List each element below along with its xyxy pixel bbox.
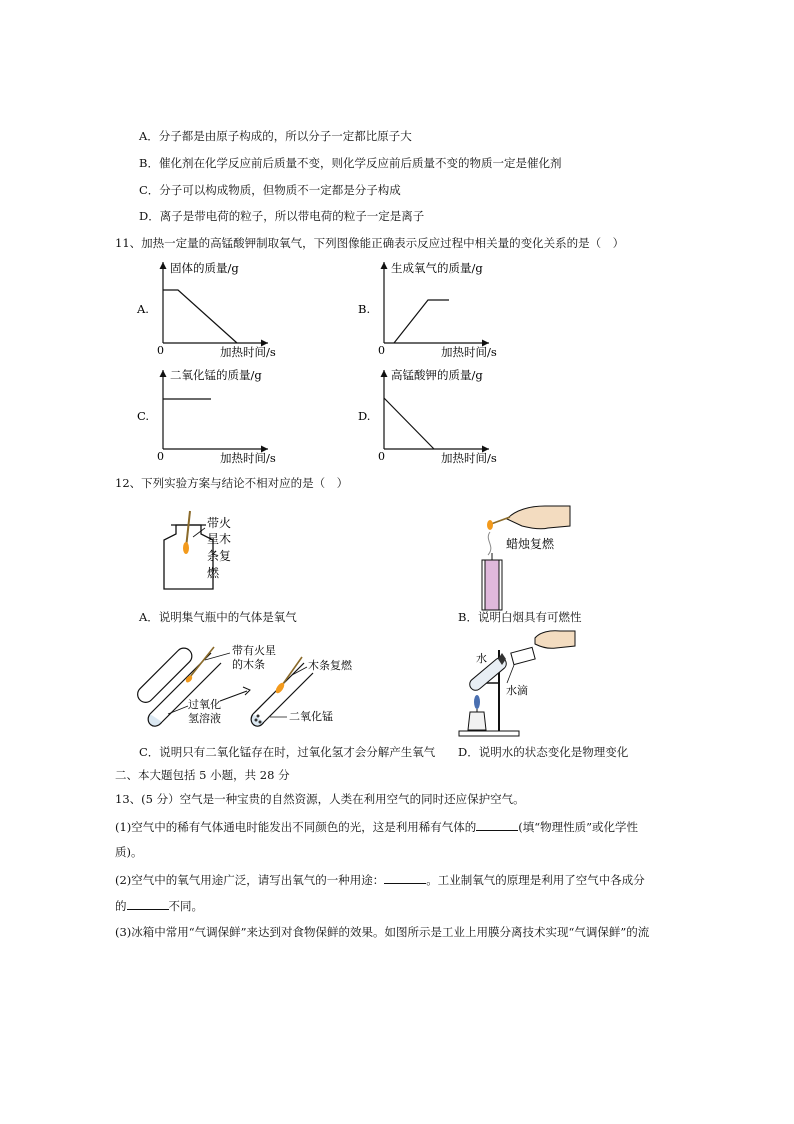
fig-d-heating-apparatus (459, 631, 575, 736)
q12-option-b: B．说明白烟具有可燃性 (458, 610, 582, 624)
hand-icon (507, 506, 570, 529)
graph-b-origin: 0 (378, 344, 385, 357)
graph-c-xlabel: 加热时间/s (220, 451, 276, 465)
q12-option-d: D．说明水的状态变化是物理变化 (458, 745, 629, 759)
q13-stem: 13、(5 分）空气是一种宝贵的自然资源，人类在利用空气的同时还应保护空气。 (115, 792, 525, 806)
graph-d (358, 368, 497, 465)
q13-part2-text-b: 。工业制氧气的原理是利用了空气中各成分 (426, 873, 645, 887)
fig-a-gas-jar (164, 511, 231, 589)
graph-a-origin: 0 (157, 344, 164, 357)
fig-c-label-splint-2: 的木条 (232, 658, 265, 671)
graph-d-ylabel: 高锰酸钾的质量/g (391, 368, 483, 382)
q13-part2-text-c: 的 (115, 899, 127, 913)
q13-part1-line1 (115, 819, 638, 834)
graph-a-label: A. (137, 302, 149, 316)
answer-blank[interactable] (127, 898, 169, 910)
graph-d-origin: 0 (378, 450, 385, 463)
q10-option-a: A．分子都是由原子构成的，所以分子一定都比原子大 (139, 129, 412, 143)
flame-icon (474, 695, 480, 709)
graph-d-label: D. (358, 409, 371, 423)
graph-a-xlabel: 加热时间/s (220, 345, 276, 359)
graph-b-xlabel: 加热时间/s (441, 345, 497, 359)
graph-b-ylabel: 生成氧气的质量/g (391, 261, 483, 275)
q13-part2-line2 (115, 898, 203, 913)
fig-c-test-tubes (134, 643, 353, 726)
fig-a-label-2: 星木 (207, 532, 232, 546)
q13-part1-text-b: (填“物理性质”或化学性 (518, 820, 639, 834)
graph-a (136, 261, 276, 359)
graph-d-xlabel: 加热时间/s (441, 451, 497, 465)
q13-part2-text-a: (2)空气中的氧气用途广泛，请写出氧气的一种用途： (115, 873, 385, 887)
fig-b-label: 蜡烛复燃 (506, 537, 555, 551)
q12-option-a: A．说明集气瓶中的气体是氧气 (139, 610, 297, 624)
answer-blank[interactable] (384, 872, 426, 884)
q13-part1-text-a: (1)空气中的稀有气体通电时能发出不同颜色的光，这是利用稀有气体的 (115, 820, 477, 834)
q10-option-d: D．离子是带电荷的粒子，所以带电荷的粒子一定是离子 (139, 209, 425, 223)
q11-stem: 11、加热一定量的高锰酸钾制取氧气，下列图像能正确表示反应过程中相关量的变化关系的是（ ） (115, 236, 625, 250)
section-2-heading: 二、本大题包括 5 小题，共 28 分 (115, 768, 290, 782)
graph-d-curve (384, 398, 434, 449)
graph-c-label: C. (137, 409, 150, 423)
hand-icon (535, 631, 575, 649)
q13-part1-line2: 质)。 (115, 845, 143, 859)
q10-option-b: B．催化剂在化学反应前后质量不变，则化学反应前后质量不变的物质一定是催化剂 (139, 156, 562, 170)
graph-a-ylabel: 固体的质量/g (170, 261, 239, 275)
graph-b-curve (394, 300, 449, 343)
fig-d-label-droplet: 水滴 (506, 684, 528, 697)
flame-icon (487, 520, 493, 530)
flame-icon (183, 542, 189, 554)
q12-option-c: C．说明只有二氧化锰存在时，过氧化氢才会分解产生氧气 (139, 745, 436, 759)
answer-blank[interactable] (476, 819, 518, 831)
fig-c-label-h2o2-1: 过氧化 (188, 698, 221, 711)
fig-a-label-1: 带火 (207, 516, 232, 530)
fig-a-label-4: 燃 (207, 566, 220, 580)
graph-c (137, 368, 276, 465)
fig-c-label-mno2: 二氧化锰 (289, 710, 333, 723)
q11-graphs (0, 0, 794, 480)
q10-option-c: C．分子可以构成物质，但物质不一定都是分子构成 (139, 183, 401, 197)
fig-c-label-relight: 木条复燃 (308, 659, 352, 672)
q13-part3-line1: (3)冰箱中常用“气调保鲜”来达到对食物保鲜的效果。如图所示是工业上用膜分离技术实现“气调保鲜”的流 (115, 925, 650, 939)
fig-b-candle (482, 506, 570, 610)
graph-a-curve (163, 290, 237, 343)
graph-c-ylabel: 二氧化锰的质量/g (170, 368, 262, 382)
q13-part2-text-d: 不同。 (168, 899, 203, 913)
fig-c-label-splint-1: 带有火星 (232, 644, 276, 657)
graph-c-origin: 0 (157, 450, 164, 463)
fig-a-label-3: 条复 (207, 549, 232, 563)
graph-b (358, 261, 497, 359)
q13-part2-line1 (115, 872, 645, 887)
fig-d-label-water: 水 (476, 652, 487, 665)
q12-stem: 12、下列实验方案与结论不相对应的是（ ） (115, 476, 349, 490)
fig-c-label-h2o2-2: 氢溶液 (188, 712, 221, 725)
graph-b-label: B. (358, 302, 371, 316)
q12-figures (0, 490, 794, 740)
